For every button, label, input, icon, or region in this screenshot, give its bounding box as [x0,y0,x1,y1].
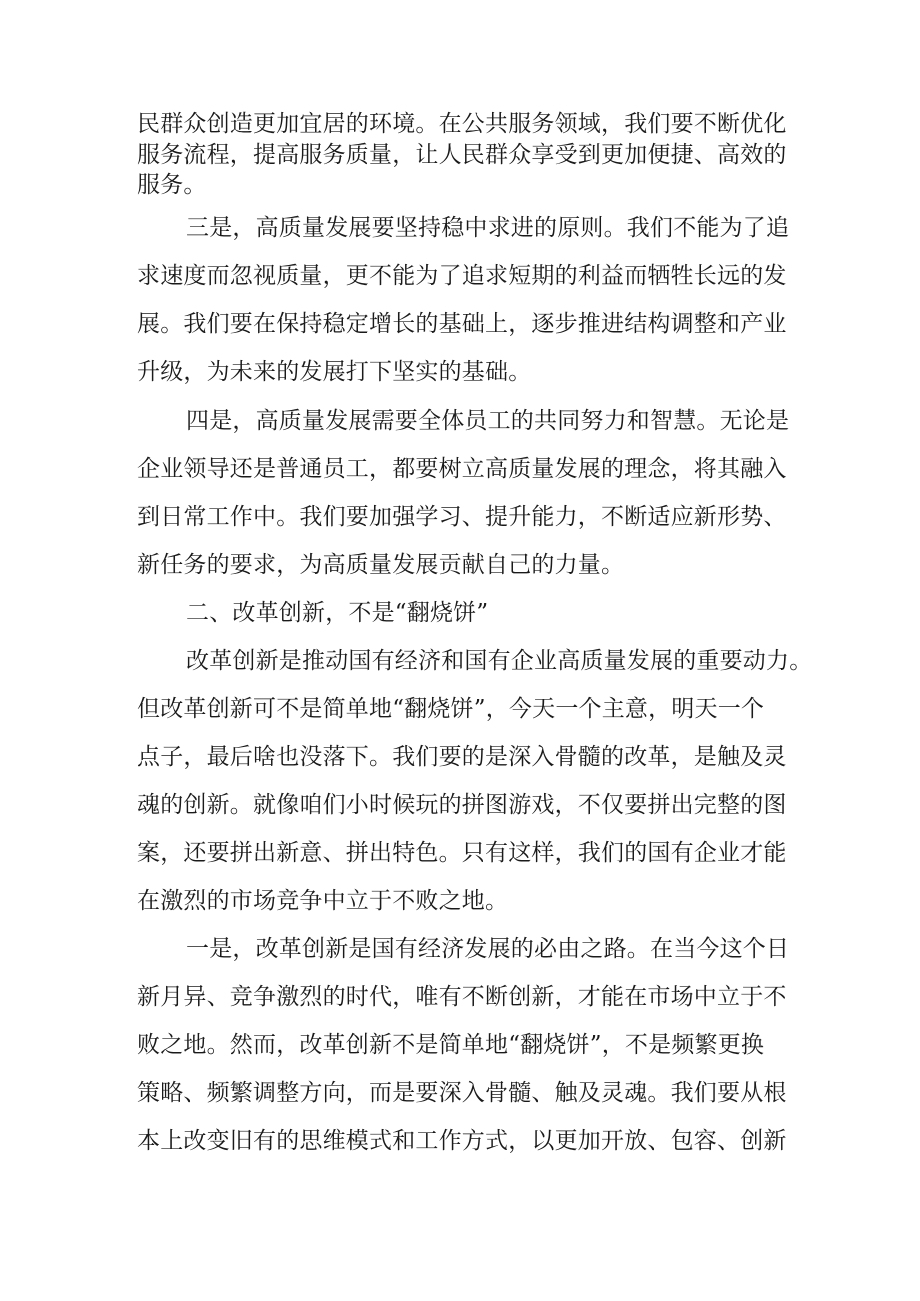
text-line: 策略、频繁调整方向，而是要深入骨髓、触及灵魂。我们要从根 [137,1080,787,1106]
text-line: 但改革创新可不是简单地“翻烧饼”，今天一个主意，明天一个 [137,696,765,722]
text-line: 在激烈的市场竞争中立于不败之地。 [137,888,509,914]
text-line: 案，还要拼出新意、拼出特色。只有这样，我们的国有企业才能 [137,840,787,866]
text-line: 一是，改革创新是国有经济发展的必由之路。在当今这个日 [186,936,790,962]
text-line: 展。我们要在保持稳定增长的基础上，逐步推进结构调整和产业 [137,311,787,337]
section-heading: 二、改革创新，不是“翻烧饼” [186,600,489,626]
text-line: 新月异、竞争激烈的时代，唯有不断创新，才能在市场中立于不 [137,984,787,1010]
text-line: 企业领导还是普通员工，都要树立高质量发展的理念，将其融入 [137,456,787,482]
text-line: 点子，最后啥也没落下。我们要的是深入骨髓的改革，是触及灵 [137,744,787,770]
text-line: 三是，高质量发展要坚持稳中求进的原则。我们不能为了追 [186,215,790,241]
text-line: 求速度而忽视质量，更不能为了追求短期的利益而牺牲长远的发 [137,263,787,289]
text-line: 服务。 [137,172,207,198]
text-line: 败之地。然而，改革创新不是简单地“翻烧饼”，不是频繁更换 [137,1032,765,1058]
text-line: 四是，高质量发展需要全体员工的共同努力和智慧。无论是 [186,408,790,434]
text-line: 服务流程，提高服务质量，让人民群众享受到更加便捷、高效的 [137,142,787,168]
text-line: 新任务的要求，为高质量发展贡献自己的力量。 [137,552,625,578]
text-line: 升级，为未来的发展打下坚实的基础。 [137,359,532,385]
text-line: 到日常工作中。我们要加强学习、提升能力，不断适应新形势、 [137,504,787,530]
text-line: 改革创新是推动国有经济和国有企业高质量发展的重要动力。 [186,648,813,674]
text-line: 魂的创新。就像咱们小时候玩的拼图游戏，不仅要拼出完整的图 [137,792,787,818]
text-line: 民群众创造更加宜居的环境。在公共服务领域，我们要不断优化 [137,111,787,137]
text-line: 本上改变旧有的思维模式和工作方式，以更加开放、包容、创新 [137,1128,787,1154]
